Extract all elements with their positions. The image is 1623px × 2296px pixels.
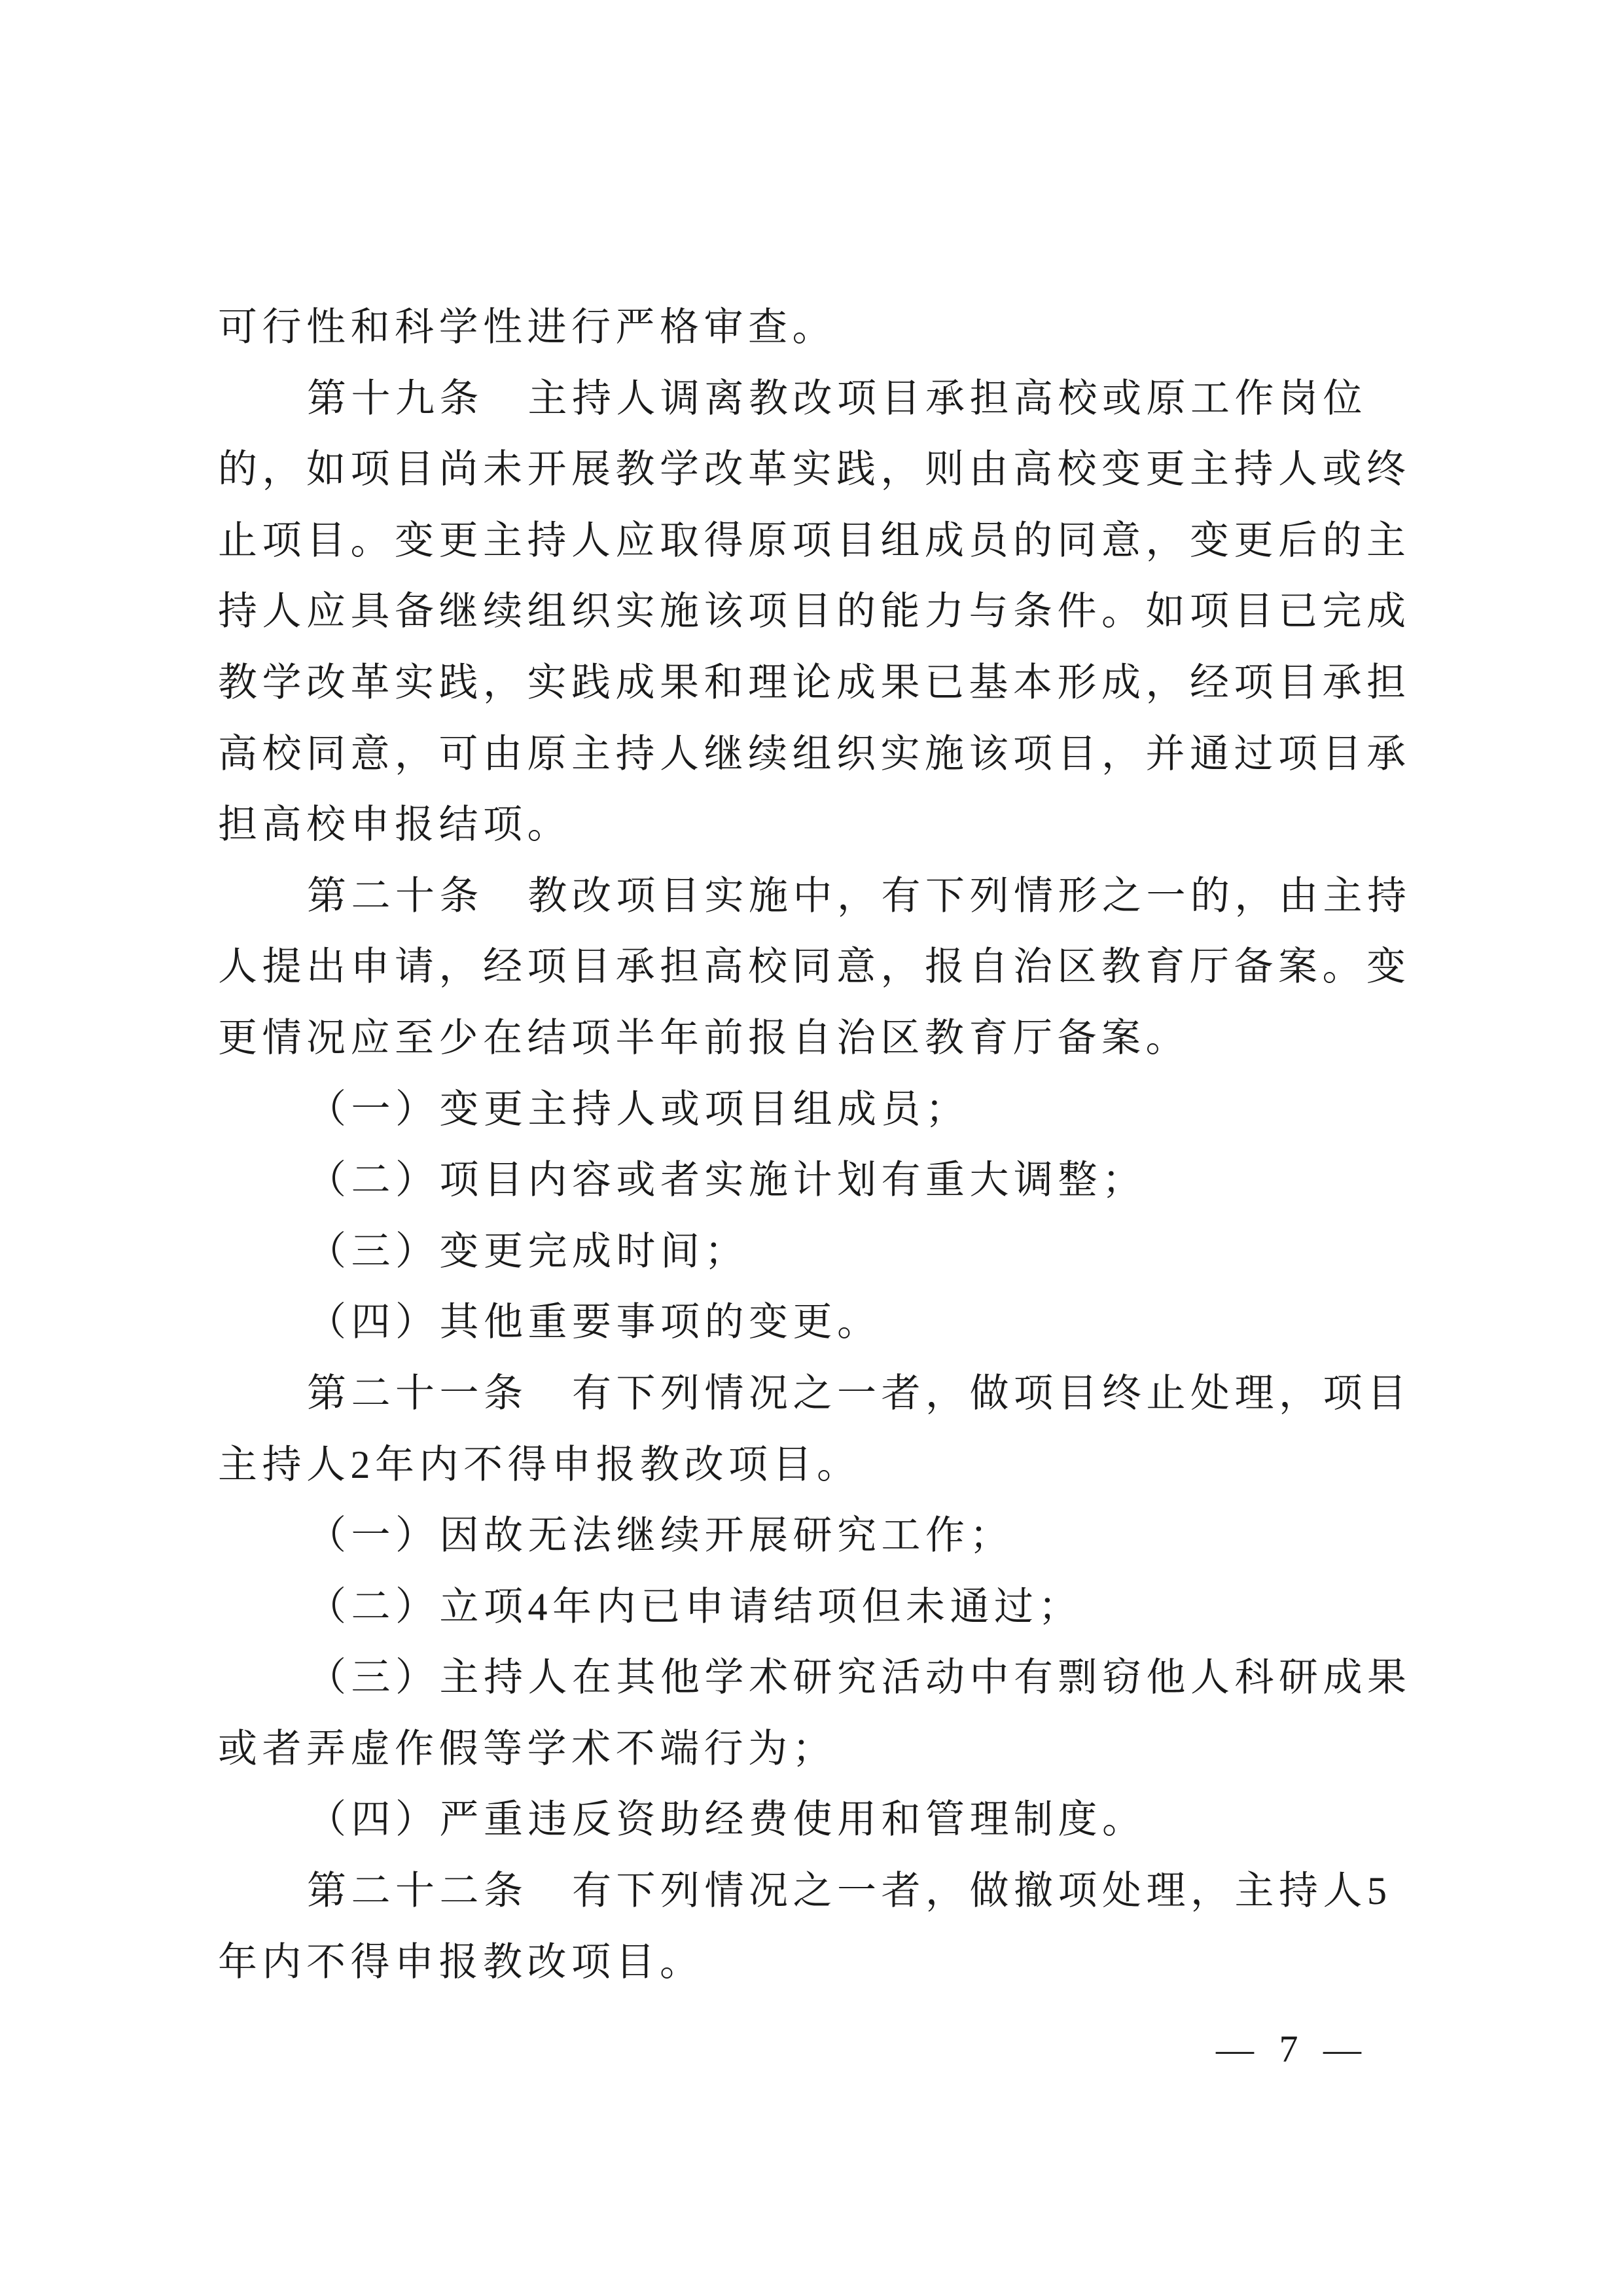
text-line: 担高校申报结项。 xyxy=(218,803,571,847)
text-line: 或者弄虚作假等学术不端行为； xyxy=(218,1727,836,1770)
text-line: 年内不得申报教改项目。 xyxy=(218,1940,704,1984)
text-line: （二）项目内容或者实施计划有重大调整； xyxy=(307,1158,1147,1202)
text-line: 第二十条 教改项目实施中，有下列情形之一的，由主持 xyxy=(307,874,1412,918)
text-line: 的，如项目尚未开展教学改革实践，则由高校变更主持人或终 xyxy=(218,448,1411,492)
text-line: 高校同意，可由原主持人继续组织实施该项目，并通过项目承 xyxy=(218,732,1411,776)
text-line: 第二十一条 有下列情况之一者，做项目终止处理，项目 xyxy=(307,1371,1412,1415)
text-line: （四）其他重要事项的变更。 xyxy=(307,1300,882,1344)
text-line: 止项目。变更主持人应取得原项目组成员的同意，变更后的主 xyxy=(218,518,1411,562)
text-line: 更情况应至少在结项半年前报自治区教育厅备案。 xyxy=(218,1016,1190,1060)
text-line: 教学改革实践，实践成果和理论成果已基本形成，经项目承担 xyxy=(218,660,1411,704)
text-line: 人提出申请，经项目承担高校同意，报自治区教育厅备案。变 xyxy=(218,945,1411,989)
text-line: 可行性和科学性进行严格审查。 xyxy=(218,306,836,349)
text-line: （三）主持人在其他学术研究活动中有剽窃他人科研成果 xyxy=(307,1656,1412,1700)
text-line: 第二十二条 有下列情况之一者，做撤项处理，主持人5 xyxy=(307,1869,1392,1913)
text-line: （一）变更主持人或项目组成员； xyxy=(307,1087,970,1131)
text-line: （三）变更完成时间； xyxy=(307,1229,749,1273)
text-line: 主持人2年内不得申报教改项目。 xyxy=(218,1443,861,1486)
text-line: （四）严重违反资助经费使用和管理制度。 xyxy=(307,1798,1147,1842)
text-line: 第十九条 主持人调离教改项目承担高校或原工作岗位 xyxy=(307,376,1367,420)
text-line: （一）因故无法继续开展研究工作； xyxy=(307,1514,1014,1558)
text-line: （二）立项4年内已申请结项但未通过； xyxy=(307,1585,1082,1628)
text-line: 持人应具备继续组织实施该项目的能力与条件。如项目已完成 xyxy=(218,590,1411,634)
document-body xyxy=(218,292,1416,1998)
page-number: — 7 — xyxy=(1216,2028,1369,2070)
